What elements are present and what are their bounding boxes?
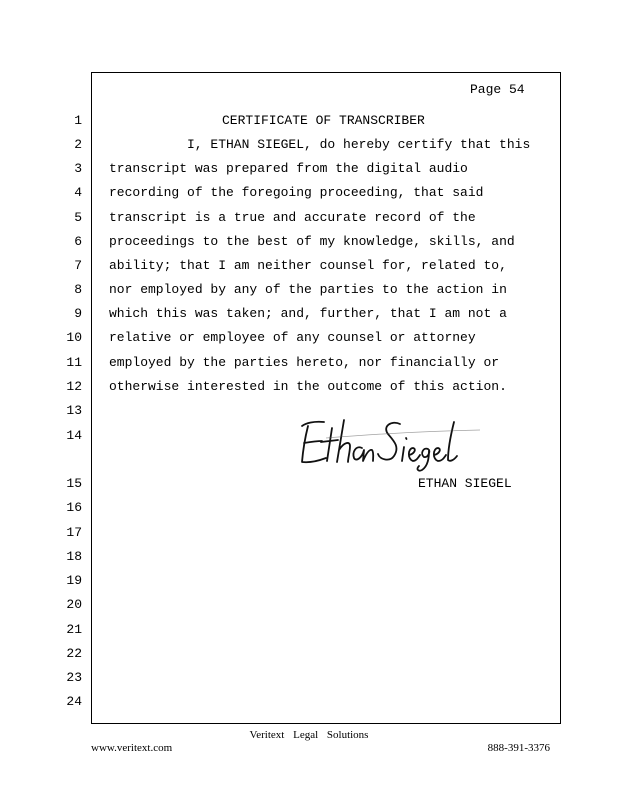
line-number: 2 <box>74 137 82 152</box>
footer-phone: 888-391-3376 <box>487 742 550 754</box>
line-number: 19 <box>66 573 82 588</box>
footer-company: Veritext Legal Solutions <box>249 729 369 741</box>
line-number: 24 <box>66 694 82 709</box>
transcript-line: nor employed by any of the parties to the action in <box>109 282 507 297</box>
line-number: 21 <box>66 622 82 637</box>
line-number: 10 <box>66 330 82 345</box>
line-number: 15 <box>66 476 82 491</box>
line-number: 7 <box>74 258 82 273</box>
line-number: 16 <box>66 500 82 515</box>
line-number: 18 <box>66 549 82 564</box>
line-number: 22 <box>66 646 82 661</box>
transcript-line: relative or employee of any counsel or attorney <box>109 330 476 345</box>
transcript-line: recording of the foregoing proceeding, that said <box>109 185 484 200</box>
transcript-line: transcript is a true and accurate record of the <box>109 210 476 225</box>
line-number: 9 <box>74 306 82 321</box>
line-number: 1 <box>74 113 82 128</box>
line-number: 11 <box>66 355 82 370</box>
signature-image <box>296 414 486 474</box>
transcript-line: proceedings to the best of my knowledge, skills, and <box>109 234 515 249</box>
line-number: 3 <box>74 161 82 176</box>
line-number: 5 <box>74 210 82 225</box>
transcript-line: otherwise interested in the outcome of this action. <box>109 379 507 394</box>
transcript-line: which this was taken; and, further, that I am not a <box>109 306 507 321</box>
footer-website: www.veritext.com <box>91 742 173 754</box>
line-number: 17 <box>66 525 82 540</box>
line-number: 13 <box>66 403 82 418</box>
line-number: 8 <box>74 282 82 297</box>
page-number: Page 54 <box>470 82 525 97</box>
line-number: 20 <box>66 597 82 612</box>
line-number: 23 <box>66 670 82 685</box>
signer-name: ETHAN SIEGEL <box>418 476 512 491</box>
transcript-line: I, ETHAN SIEGEL, do hereby certify that this <box>187 137 531 152</box>
line-number: 6 <box>74 234 82 249</box>
transcript-line: ability; that I am neither counsel for, related to, <box>109 258 507 273</box>
transcript-line: employed by the parties hereto, nor financially or <box>109 355 500 370</box>
line-number: 12 <box>66 379 82 394</box>
transcript-line: transcript was prepared from the digital audio <box>109 161 468 176</box>
line-number: 4 <box>74 185 82 200</box>
certificate-title: CERTIFICATE OF TRANSCRIBER <box>222 113 425 128</box>
line-number: 14 <box>66 428 82 443</box>
